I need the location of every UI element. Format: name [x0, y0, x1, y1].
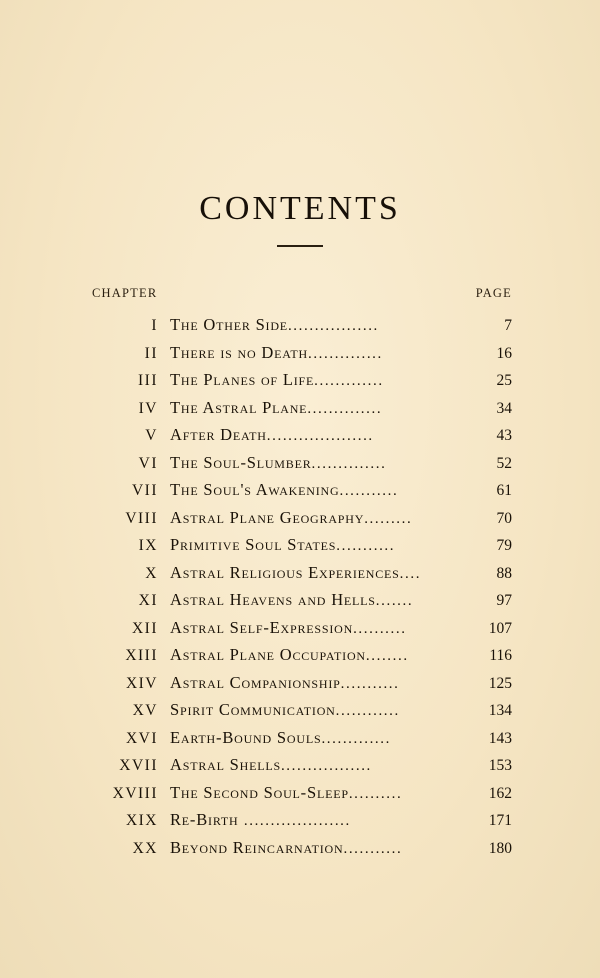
toc-entry[interactable] — [92, 398, 512, 426]
toc-entry[interactable] — [92, 315, 512, 343]
toc-entry-roman: XIII — [125, 647, 158, 664]
toc-entry-title-text: Astral Companionship — [170, 672, 341, 692]
toc-entry-title-text: The Soul-Slumber — [170, 452, 312, 472]
toc-entry-title-text: After Death — [170, 425, 267, 444]
toc-entry-leader: ........... — [343, 840, 403, 857]
toc-entry-roman: IV — [138, 399, 158, 417]
toc-entry[interactable] — [92, 673, 512, 701]
toc-entry[interactable] — [92, 645, 512, 673]
toc-entry-title-text: There is no Death — [170, 342, 308, 362]
page-title: CONTENTS — [199, 190, 401, 227]
toc-entry-roman: XVII — [119, 757, 158, 774]
toc-entry-title-text: The Astral Plane — [170, 397, 308, 417]
toc-entry-roman: X — [145, 564, 158, 582]
toc-entry-roman: VII — [131, 482, 158, 499]
toc-entry-leader: .................... — [238, 813, 351, 829]
toc-entry-page-number: 134 — [488, 702, 512, 719]
toc-entry[interactable] — [92, 343, 512, 371]
toc-entry-title — [170, 480, 468, 500]
toc-entry-page-number: 16 — [496, 344, 512, 362]
toc-entry-roman: I — [151, 317, 158, 334]
toc-entry-page-number: 143 — [488, 729, 512, 747]
toc-entry-title — [170, 370, 468, 390]
toc-entry-leader: ............ — [335, 703, 400, 719]
toc-entry-title — [170, 755, 468, 775]
toc-entry-title — [170, 783, 468, 803]
toc-entry-title — [170, 645, 468, 665]
toc-entry[interactable] — [92, 700, 512, 728]
toc-entry-page-number: 7 — [504, 317, 512, 334]
toc-entry-leader: .......... — [348, 785, 403, 802]
toc-entry-title-text: Astral Religious Experiences — [170, 562, 400, 582]
toc-entry[interactable] — [92, 480, 512, 508]
toc-entry-title-text: Astral Self-Expression — [170, 617, 354, 637]
toc-entry-leader: ............. — [321, 730, 391, 747]
toc-entry-title — [170, 453, 468, 473]
toc-entry-page-number: 180 — [488, 839, 512, 857]
toc-entry-title — [170, 700, 468, 720]
toc-entry[interactable] — [92, 563, 512, 591]
toc-entry-leader: .................... — [266, 428, 374, 444]
column-header-chapter: CHAPTER — [92, 286, 158, 300]
toc-entry[interactable] — [92, 425, 512, 453]
toc-entry-title — [170, 673, 468, 693]
toc-entry-page-number: 34 — [496, 399, 512, 417]
toc-entry-page-number: 52 — [496, 454, 512, 472]
toc-entry-roman: VIII — [125, 509, 158, 527]
toc-entry-leader: .......... — [353, 620, 407, 637]
toc-entry-title — [170, 590, 468, 610]
toc-entry[interactable] — [92, 728, 512, 756]
toc-entry-leader: ....... — [375, 593, 414, 609]
toc-entry-title-text: Astral Shells — [170, 755, 281, 774]
toc-entry-leader: ................. — [280, 758, 372, 774]
toc-entry-title-text: The Other Side — [170, 315, 288, 334]
toc-entry-leader: ........... — [340, 675, 400, 692]
toc-entry-roman: XIX — [125, 812, 158, 829]
toc-entry-roman: IX — [138, 537, 158, 554]
toc-entry-page-number: 43 — [496, 427, 512, 444]
toc-entry-leader: ................. — [287, 318, 379, 334]
toc-entry[interactable] — [92, 370, 512, 398]
column-header-page: PAGE — [475, 286, 512, 300]
toc-entry[interactable] — [92, 810, 512, 838]
toc-entry-title — [170, 810, 468, 830]
toc-entry-page-number: 61 — [496, 482, 512, 499]
toc-entry-page-number: 107 — [488, 619, 512, 637]
toc-entry-title-text: Astral Plane Geography — [170, 507, 365, 527]
toc-entry[interactable] — [92, 590, 512, 618]
toc-entry-roman: V — [145, 427, 158, 444]
toc-entry-roman: XX — [132, 839, 158, 857]
toc-entry-title-text: Spirit Communication — [170, 700, 336, 719]
toc-entry-page-number: 79 — [496, 537, 512, 554]
toc-entry-leader: ......... — [364, 510, 413, 527]
toc-entry-leader: .... — [399, 565, 422, 582]
toc-entry-leader: ........... — [339, 483, 399, 499]
toc-entry-title-text: Astral Heavens and Hells — [170, 590, 376, 609]
toc-entry-roman: II — [144, 344, 158, 362]
toc-entry-title — [170, 398, 468, 418]
toc-entry-title-text: Re-Birth — [170, 810, 239, 829]
toc-entry-page-number: 153 — [488, 757, 512, 774]
toc-entry-roman: XII — [131, 619, 158, 637]
toc-entry-title-text: The Planes of Life — [170, 370, 315, 389]
toc-entry[interactable] — [92, 453, 512, 481]
toc-entry-leader: ............. — [314, 373, 384, 389]
toc-entry-title-text: The Soul's Awakening — [170, 480, 340, 499]
title-divider — [277, 245, 323, 247]
toc-entry[interactable] — [92, 783, 512, 811]
toc-entry-title — [170, 535, 468, 555]
toc-entry-page-number: 162 — [488, 784, 512, 802]
toc-entry-title-text: Astral Plane Occupation — [170, 645, 366, 664]
toc-entry[interactable] — [92, 508, 512, 536]
toc-entry-page-number: 116 — [489, 647, 512, 664]
toc-entry-roman: XI — [138, 592, 158, 609]
toc-entry-page-number: 88 — [496, 564, 512, 582]
toc-entry[interactable] — [92, 838, 512, 866]
toc-entry-roman: XVIII — [112, 784, 158, 802]
toc-entry-leader: ........... — [336, 538, 396, 554]
toc-entry-title — [170, 508, 468, 528]
toc-entry-roman: XIV — [125, 674, 158, 692]
toc-entry-page-number: 171 — [488, 812, 512, 829]
toc-entry[interactable] — [92, 535, 512, 563]
toc-entry-leader: .............. — [307, 400, 383, 417]
toc-entry-title — [170, 425, 468, 445]
toc-entry-page-number: 125 — [488, 674, 512, 692]
toc-entry-title — [170, 315, 468, 335]
toc-entry-roman: III — [138, 372, 158, 389]
toc-entry[interactable] — [92, 618, 512, 646]
toc-entry-page-number: 70 — [496, 509, 512, 527]
toc-entry-leader: ........ — [365, 648, 409, 664]
toc-entry[interactable] — [92, 755, 512, 783]
toc-entry-title-text: Primitive Soul States — [170, 535, 337, 554]
toc-entry-title-text: The Second Soul-Sleep — [170, 782, 349, 802]
toc-entry-page-number: 97 — [496, 592, 512, 609]
toc-entry-title — [170, 343, 468, 363]
toc-entry-page-number: 25 — [496, 372, 512, 389]
toc-entry-roman: XVI — [125, 729, 158, 747]
toc-entry-title — [170, 563, 468, 583]
toc-entry-leader: .............. — [311, 455, 387, 472]
toc-entry-title-text: Beyond Reincarnation — [170, 837, 344, 857]
toc-entry-leader: .............. — [307, 345, 383, 362]
toc-entry-roman: XV — [132, 702, 158, 719]
toc-entry-title — [170, 618, 468, 638]
toc-entry-title-text: Earth-Bound Souls — [170, 727, 322, 747]
toc-entry-title — [170, 728, 468, 748]
toc-entry-title — [170, 838, 468, 858]
table-of-contents — [92, 315, 512, 865]
toc-entry-roman: VI — [138, 454, 158, 472]
